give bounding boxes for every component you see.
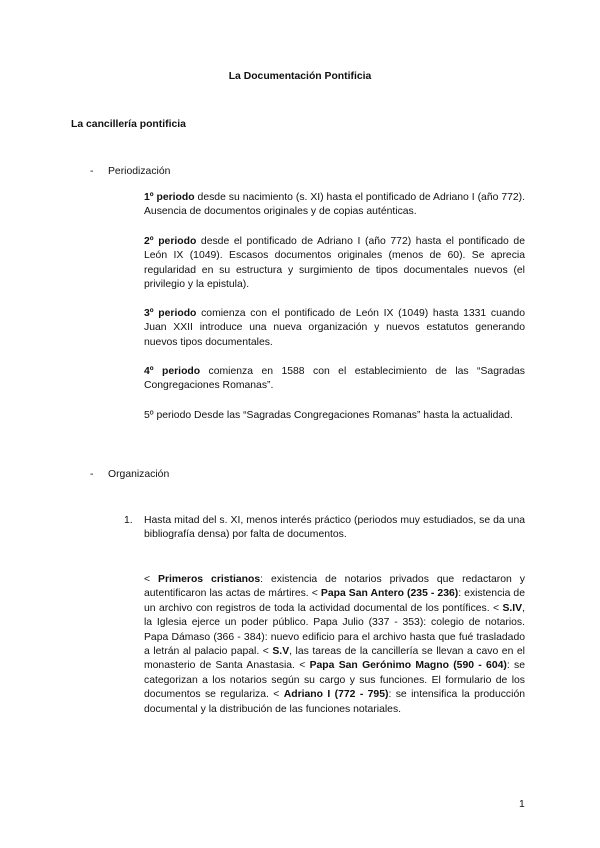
period-paragraph — [144, 365, 525, 394]
org-bold: S.V — [272, 646, 290, 658]
org-text: : se intensifica la producción documental y la distribución de las funciones notariales. — [144, 689, 525, 715]
org-bold: S.IV — [502, 602, 523, 614]
period-paragraph — [144, 409, 525, 423]
section-heading: La cancillería pontificia — [71, 119, 186, 130]
period-paragraph — [144, 307, 525, 350]
period-heading: 2º periodo — [144, 236, 197, 247]
list-label: Periodización — [108, 166, 171, 177]
org-bold: Papa San Antero (235 - 236) — [320, 588, 459, 600]
list-label: Organización — [108, 469, 170, 480]
period-paragraph — [144, 235, 525, 293]
org-text: : se categorizan a los notarios según su cargo y sus funciones. El formulario de los documentos se regulariza. < — [144, 660, 525, 701]
numbered-item-text: Hasta mitad del s. XI, menos interés práctico (periodos muy estudiados, se da una bibliografía densa) por falta de documentos. — [144, 515, 525, 541]
list-bullet: - — [90, 469, 94, 480]
period-text: comienza en 1588 con el establecimiento de las “Sagradas Congregaciones Romanas”. — [144, 366, 525, 392]
number-marker: 1. — [124, 515, 133, 526]
org-bold: Adriano I (772 - 795) — [283, 689, 389, 701]
page-title: La Documentación Pontificia — [228, 71, 372, 82]
period-paragraph — [144, 191, 525, 220]
period-text: desde su nacimiento (s. XI) hasta el pontificado de Adriano I (año 772). Ausencia de documentos originales y de copias auténticas. — [144, 192, 526, 218]
period-text: desde el pontificado de Adriano I (año 772) hasta el pontificado de León IX (1049). Escasos documentos originales (menos de 60). Se aprecia regularidad en su estructura y surgimiento de tipos documentales nuevos (el privilegio y la epistula). — [144, 236, 525, 291]
org-text: : existencia de notarios privados que redactaron y autentificaron las actas de mártires. < — [144, 574, 525, 600]
period-heading: 3º periodo — [144, 308, 197, 319]
org-text: : existencia de un archivo con registros de toda la actividad documental de los pontífices. < — [144, 588, 525, 614]
org-bold: Primeros cristianos — [158, 574, 261, 585]
period-text: comienza con el pontificado de León IX (1049) hasta 1331 cuando Juan XXII introduce una nueva organización y nuevos estatutos generando nuevos tipos documentales. — [144, 308, 525, 348]
period-text: 5º periodo Desde las “Sagradas Congregaciones Romanas” hasta la actualidad. — [144, 410, 513, 421]
organization-paragraph — [144, 573, 525, 717]
org-bold: Papa San Gerónimo Magno (590 - 604) — [309, 660, 507, 672]
org-text: , la Iglesia ejerce un poder público. Papa Julio (337 - 353): colegio de notarios. Papa Dámaso (366 - 384): nuevo edificio para el archivo hasta que fué trasladado a letrán al palacio papal. < — [144, 602, 525, 658]
page-number: 1 — [519, 799, 525, 810]
period-heading: 1º periodo — [144, 192, 195, 203]
org-text: < — [144, 574, 159, 585]
list-bullet: - — [90, 166, 94, 177]
org-text: , las tareas de la cancillería se llevan a cavo en el monasterio de Santa Anastasia. < — [144, 646, 525, 672]
period-heading: 4º periodo — [144, 366, 201, 377]
